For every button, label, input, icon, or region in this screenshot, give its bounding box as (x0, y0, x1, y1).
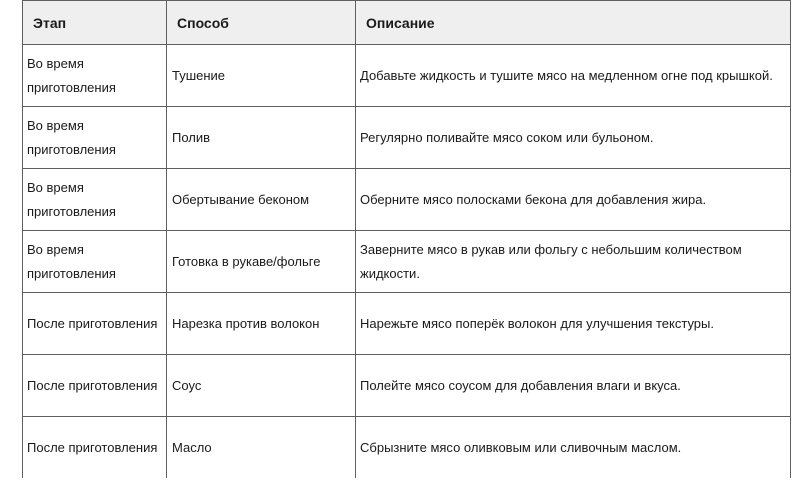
methods-table (22, 0, 791, 478)
column-header-description: Описание (356, 1, 791, 45)
cell-stage: Во время приготовления (23, 231, 167, 293)
table-row (23, 231, 791, 293)
methods-table-container (22, 0, 790, 478)
cell-method: Готовка в рукаве/фольге (167, 231, 356, 293)
table-row (23, 293, 791, 355)
table-row (23, 355, 791, 417)
column-header-method: Способ (167, 1, 356, 45)
cell-description: Сбрызните мясо оливковым или сливочным маслом. (356, 417, 791, 479)
cell-stage: Во время приготовления (23, 107, 167, 169)
cell-description: Оберните мясо полосками бекона для добавления жира. (356, 169, 791, 231)
table-row (23, 417, 791, 479)
cell-description: Полейте мясо соусом для добавления влаги и вкуса. (356, 355, 791, 417)
column-header-stage: Этап (23, 1, 167, 45)
table-row (23, 45, 791, 107)
cell-method: Полив (167, 107, 356, 169)
cell-stage: После приготовления (23, 293, 167, 355)
cell-method: Нарезка против волокон (167, 293, 356, 355)
cell-stage: После приготовления (23, 417, 167, 479)
cell-description: Заверните мясо в рукав или фольгу с небольшим количеством жидкости. (356, 231, 791, 293)
cell-method: Обертывание беконом (167, 169, 356, 231)
cell-method: Тушение (167, 45, 356, 107)
cell-stage: После приготовления (23, 355, 167, 417)
cell-description: Добавьте жидкость и тушите мясо на медленном огне под крышкой. (356, 45, 791, 107)
table-row (23, 107, 791, 169)
table-header-row (23, 1, 791, 45)
cell-method: Соус (167, 355, 356, 417)
cell-stage: Во время приготовления (23, 45, 167, 107)
cell-description: Нарежьте мясо поперёк волокон для улучшения текстуры. (356, 293, 791, 355)
cell-method: Масло (167, 417, 356, 479)
cell-description: Регулярно поливайте мясо соком или бульоном. (356, 107, 791, 169)
table-row (23, 169, 791, 231)
cell-stage: Во время приготовления (23, 169, 167, 231)
